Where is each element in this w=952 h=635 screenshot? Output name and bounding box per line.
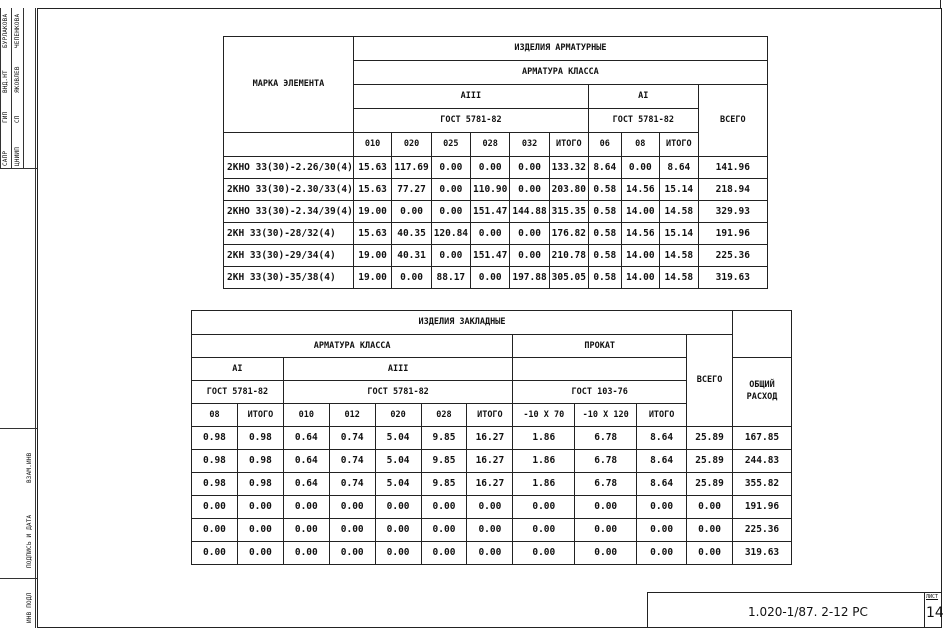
table-cell: 0.00 <box>192 542 238 565</box>
t2-sub-header: ИТОГО <box>637 404 687 427</box>
table-row <box>192 542 792 565</box>
side-name: ЦНИИП <box>14 146 21 166</box>
table-cell: 0.00 <box>467 496 513 519</box>
table2-gost-a1: ГОСТ 5781-82 <box>192 381 284 404</box>
table-cell: 14.58 <box>660 267 699 289</box>
table2-title: ИЗДЕЛИЯ ЗАКЛАДНЫЕ <box>192 311 733 335</box>
table-cell: 0.58 <box>589 201 622 223</box>
table-cell: 0.98 <box>237 427 283 450</box>
sheet-label: ЛИСТ <box>926 594 939 600</box>
table-cell: 14.56 <box>621 223 660 245</box>
strip-divider <box>0 428 37 429</box>
side-strip <box>0 8 37 628</box>
side-label-signature-date: ПОДПИСЬ И ДАТА <box>26 514 33 568</box>
element-mark: 2КН 33(30)-28/32(4) <box>224 223 354 245</box>
side-name: СП <box>14 115 21 123</box>
table-row <box>224 201 768 223</box>
table-cell: 25.89 <box>687 450 733 473</box>
table-cell: 167.85 <box>732 427 791 450</box>
table-cell: 6.78 <box>575 427 637 450</box>
t2-sub-header: -10 X 120 <box>575 404 637 427</box>
table-cell: 0.00 <box>329 542 375 565</box>
table-cell: 8.64 <box>637 427 687 450</box>
table-cell: 0.00 <box>283 496 329 519</box>
table-cell: 0.00 <box>687 519 733 542</box>
table-row <box>192 473 792 496</box>
side-name: ЧЕПЕНКОВА <box>14 13 21 48</box>
table-cell: 0.00 <box>329 496 375 519</box>
table2-gost-a3: ГОСТ 5781-82 <box>283 381 512 404</box>
mark-empty-cell <box>224 133 354 157</box>
table2-total-header: ВСЕГО <box>687 335 733 427</box>
table-cell: 305.05 <box>549 267 588 289</box>
side-name: БУРЛАКОВА <box>2 13 9 48</box>
table-cell: 0.00 <box>375 542 421 565</box>
table-cell: 9.85 <box>421 450 467 473</box>
table-cell: 15.14 <box>660 223 699 245</box>
table-cell: 176.82 <box>549 223 588 245</box>
table-cell: 0.00 <box>471 157 510 179</box>
table-cell: 0.00 <box>375 519 421 542</box>
table-cell: 225.36 <box>732 519 791 542</box>
table-cell: 14.58 <box>660 201 699 223</box>
table-cell: 19.00 <box>353 201 392 223</box>
t2-sub-header: ИТОГО <box>237 404 283 427</box>
table-cell: 6.78 <box>575 450 637 473</box>
table-cell: 15.14 <box>660 179 699 201</box>
t2-sub-header: 010 <box>283 404 329 427</box>
sheet-number: 14 <box>926 605 944 621</box>
table-cell: 0.00 <box>510 223 549 245</box>
side-name: ГИП <box>2 111 9 123</box>
table-cell: 9.85 <box>421 427 467 450</box>
table-cell: 8.64 <box>637 450 687 473</box>
table-cell: 8.64 <box>660 157 699 179</box>
t2-sub-header: 020 <box>375 404 421 427</box>
table-cell: 144.88 <box>510 201 549 223</box>
table-cell: 0.58 <box>589 245 622 267</box>
table-cell: 0.00 <box>237 519 283 542</box>
table-cell: 1.86 <box>513 427 575 450</box>
table-cell: 0.00 <box>192 519 238 542</box>
table-cell: 141.96 <box>698 157 767 179</box>
side-label-inv-original: ИНВ ПОДЛ <box>26 592 33 623</box>
t1-sub-header: 06 <box>589 133 622 157</box>
table-cell: 117.69 <box>392 157 431 179</box>
element-mark: 2КНО 33(30)-2.34/39(4) <box>224 201 354 223</box>
table-cell: 0.00 <box>687 496 733 519</box>
table-cell: 355.82 <box>732 473 791 496</box>
table-cell: 0.00 <box>513 542 575 565</box>
side-name: ЯКОВЛЕВ <box>14 66 21 93</box>
table-cell: 25.89 <box>687 473 733 496</box>
table-cell: 0.58 <box>589 179 622 201</box>
t1-sub-header: 010 <box>353 133 392 157</box>
table1-group-a1: AI <box>589 85 699 109</box>
table-cell: 0.98 <box>192 450 238 473</box>
table-cell: 16.27 <box>467 473 513 496</box>
table-cell: 0.00 <box>421 542 467 565</box>
table-cell: 0.00 <box>471 267 510 289</box>
table-cell: 0.00 <box>392 201 431 223</box>
table-cell: 40.35 <box>392 223 431 245</box>
strip-divider <box>0 168 37 169</box>
table2-class-header: АРМАТУРА КЛАССА <box>192 335 513 358</box>
table-cell: 0.00 <box>510 179 549 201</box>
table-cell: 88.17 <box>431 267 470 289</box>
table2-group-a1: AI <box>192 358 284 381</box>
overall-empty-cell <box>732 311 791 358</box>
side-name: САПР <box>2 150 9 166</box>
table-cell: 244.83 <box>732 450 791 473</box>
table-cell: 5.04 <box>375 473 421 496</box>
table-cell: 0.00 <box>431 201 470 223</box>
table-cell: 15.63 <box>353 223 392 245</box>
table-row <box>192 427 792 450</box>
t2-sub-header: ИТОГО <box>467 404 513 427</box>
table-cell: 225.36 <box>698 245 767 267</box>
frame-corner-mark <box>940 0 952 8</box>
table2-overall-header: ОБЩИЙ РАСХОД <box>732 358 791 427</box>
table-cell: 0.00 <box>510 245 549 267</box>
table-row <box>224 267 768 289</box>
table-cell: 0.64 <box>283 427 329 450</box>
t1-sub-header: 025 <box>431 133 470 157</box>
table-cell: 6.78 <box>575 473 637 496</box>
table-cell: 319.63 <box>732 542 791 565</box>
table1-class-header: АРМАТУРА КЛАССА <box>353 61 767 85</box>
table-cell: 16.27 <box>467 427 513 450</box>
table-cell: 15.63 <box>353 179 392 201</box>
table-cell: 315.35 <box>549 201 588 223</box>
table-cell: 0.00 <box>575 519 637 542</box>
table-row <box>192 450 792 473</box>
table-cell: 16.27 <box>467 450 513 473</box>
table-cell: 329.93 <box>698 201 767 223</box>
t1-sub-header: 032 <box>510 133 549 157</box>
table-cell: 319.63 <box>698 267 767 289</box>
table-cell: 151.47 <box>471 201 510 223</box>
table-cell: 0.00 <box>431 245 470 267</box>
table-cell: 0.00 <box>431 179 470 201</box>
table-cell: 0.00 <box>375 496 421 519</box>
element-mark: 2КН 33(30)-35/38(4) <box>224 267 354 289</box>
embedded-items-table <box>191 310 792 565</box>
table-cell: 210.78 <box>549 245 588 267</box>
table-cell: 0.64 <box>283 473 329 496</box>
table-cell: 0.98 <box>237 450 283 473</box>
table-cell: 14.00 <box>621 267 660 289</box>
table-cell: 1.86 <box>513 473 575 496</box>
sheet-box <box>925 592 942 628</box>
table-cell: 218.94 <box>698 179 767 201</box>
t2-sub-header: 028 <box>421 404 467 427</box>
table-row <box>224 157 768 179</box>
table-row <box>192 519 792 542</box>
table-cell: 0.00 <box>237 542 283 565</box>
table-cell: 14.58 <box>660 245 699 267</box>
table-cell: 14.56 <box>621 179 660 201</box>
t1-sub-header: 08 <box>621 133 660 157</box>
table-cell: 19.00 <box>353 245 392 267</box>
table-row <box>224 223 768 245</box>
table-row <box>192 496 792 519</box>
table-cell: 0.00 <box>637 542 687 565</box>
table-cell: 5.04 <box>375 450 421 473</box>
table1-group-a3: AIII <box>353 85 588 109</box>
table-cell: 0.98 <box>192 427 238 450</box>
t2-sub-header: 012 <box>329 404 375 427</box>
t1-sub-header: ИТОГО <box>549 133 588 157</box>
table-cell: 0.00 <box>510 157 549 179</box>
table-cell: 0.74 <box>329 473 375 496</box>
table-cell: 0.58 <box>589 223 622 245</box>
table-cell: 0.98 <box>237 473 283 496</box>
table-cell: 0.00 <box>621 157 660 179</box>
table-cell: 120.84 <box>431 223 470 245</box>
element-mark: 2КНО 33(30)-2.26/30(4) <box>224 157 354 179</box>
table-cell: 0.00 <box>513 496 575 519</box>
table-cell: 151.47 <box>471 245 510 267</box>
table-cell: 191.96 <box>698 223 767 245</box>
reinforcement-items-table <box>223 36 768 289</box>
table-cell: 8.64 <box>637 473 687 496</box>
table-cell: 1.86 <box>513 450 575 473</box>
table-cell: 0.00 <box>467 542 513 565</box>
table-cell: 0.00 <box>471 223 510 245</box>
table-cell: 0.00 <box>329 519 375 542</box>
t2-sub-header: 08 <box>192 404 238 427</box>
table1-total-header: ВСЕГО <box>698 85 767 157</box>
table-cell: 0.00 <box>513 519 575 542</box>
table1-gost-a3: ГОСТ 5781-82 <box>353 109 588 133</box>
table-cell: 40.31 <box>392 245 431 267</box>
table-cell: 14.00 <box>621 201 660 223</box>
table-cell: 0.00 <box>421 519 467 542</box>
table-cell: 0.00 <box>637 496 687 519</box>
table-cell: 0.98 <box>192 473 238 496</box>
table-cell: 197.88 <box>510 267 549 289</box>
table-cell: 0.00 <box>467 519 513 542</box>
table-cell: 9.85 <box>421 473 467 496</box>
table-cell: 203.80 <box>549 179 588 201</box>
title-block <box>647 592 925 628</box>
element-mark: 2КНО 33(30)-2.30/33(4) <box>224 179 354 201</box>
table-cell: 0.74 <box>329 427 375 450</box>
table-cell: 0.74 <box>329 450 375 473</box>
table-cell: 110.90 <box>471 179 510 201</box>
table-cell: 25.89 <box>687 427 733 450</box>
table-cell: 0.00 <box>192 496 238 519</box>
element-mark: 2КН 33(30)-29/34(4) <box>224 245 354 267</box>
side-label-replace-inv: ВЗАМ.ИНВ <box>26 452 33 483</box>
table2-group-a3: AIII <box>283 358 512 381</box>
table-cell: 0.00 <box>237 496 283 519</box>
table1-gost-a1: ГОСТ 5781-82 <box>589 109 699 133</box>
table-cell: 8.64 <box>589 157 622 179</box>
strip-divider <box>0 578 37 579</box>
table-cell: 0.00 <box>431 157 470 179</box>
table-cell: 19.00 <box>353 267 392 289</box>
document-code: 1.020-1/87. 2-12 РС <box>748 605 868 619</box>
t1-sub-header: 028 <box>471 133 510 157</box>
t1-sub-header: 020 <box>392 133 431 157</box>
t2-sub-header: -10 X 70 <box>513 404 575 427</box>
table-row <box>224 245 768 267</box>
table-cell: 0.00 <box>283 542 329 565</box>
table-cell: 0.00 <box>283 519 329 542</box>
table-cell: 0.00 <box>687 542 733 565</box>
table-cell: 0.00 <box>637 519 687 542</box>
table1-title: ИЗДЕЛИЯ АРМАТУРНЫЕ <box>353 37 767 61</box>
table-cell: 0.64 <box>283 450 329 473</box>
table-cell: 0.00 <box>575 542 637 565</box>
table-row <box>224 179 768 201</box>
table-cell: 133.32 <box>549 157 588 179</box>
mark-column-header: МАРКА ЭЛЕМЕНТА <box>224 37 354 133</box>
table2-prokat-header: ПРОКАТ <box>513 335 687 358</box>
table-cell: 0.00 <box>575 496 637 519</box>
table-cell: 77.27 <box>392 179 431 201</box>
prokat-empty-cell <box>513 358 687 381</box>
t1-sub-header: ИТОГО <box>660 133 699 157</box>
table-cell: 15.63 <box>353 157 392 179</box>
table2-gost-prokat: ГОСТ 103-76 <box>513 381 687 404</box>
table-cell: 14.00 <box>621 245 660 267</box>
table-cell: 5.04 <box>375 427 421 450</box>
table-cell: 0.58 <box>589 267 622 289</box>
table-cell: 0.00 <box>392 267 431 289</box>
table-cell: 191.96 <box>732 496 791 519</box>
table-cell: 0.00 <box>421 496 467 519</box>
side-name: ВНД.НТ <box>2 70 9 93</box>
